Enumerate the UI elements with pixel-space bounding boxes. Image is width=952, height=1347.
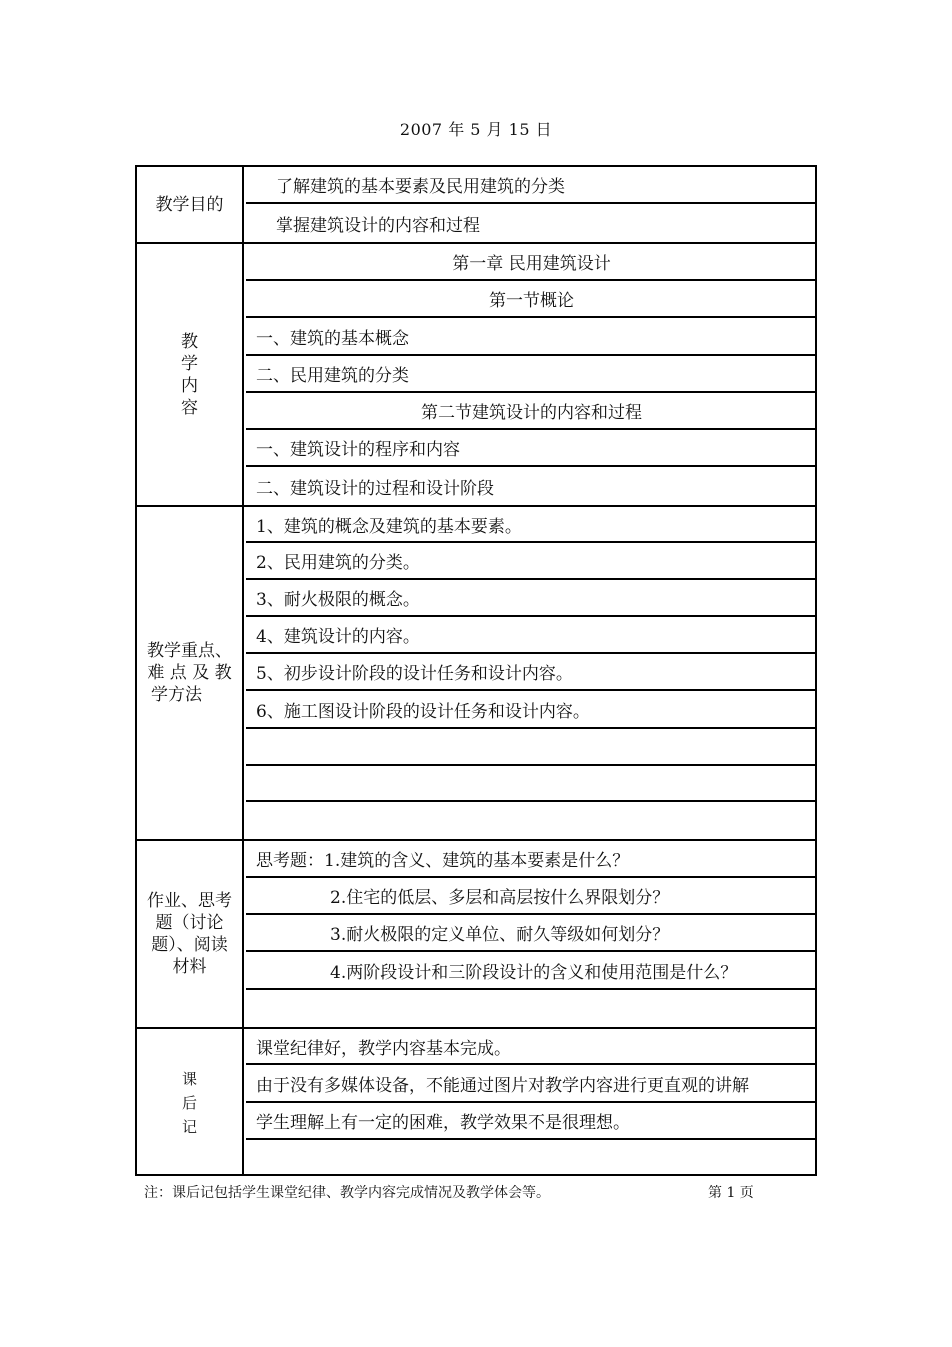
- label-content-char: 容: [181, 397, 198, 418]
- footnote: 注：课后记包括学生课堂纪律、教学内容完成情况及教学体会等。: [144, 1185, 550, 1201]
- label-content-char: 内: [181, 375, 198, 396]
- keypoint-row: 6、施工图设计阶段的设计任务和设计内容。: [246, 691, 817, 729]
- label-homework: [137, 841, 244, 1027]
- afterclass-row: 由于没有多媒体设备，不能通过图片对教学内容进行更直观的讲解: [246, 1065, 817, 1103]
- page-number: 第 1 页: [708, 1185, 754, 1201]
- content-row: 二、民用建筑的分类: [246, 356, 817, 393]
- keypoint-row: 1、建筑的概念及建筑的基本要素。: [246, 507, 817, 543]
- objective-row: 掌握建筑设计的内容和过程: [276, 215, 480, 236]
- lesson-plan-table: [135, 165, 817, 1176]
- label-afterclass-char: 后: [181, 1093, 197, 1112]
- content-row: 二、建筑设计的过程和设计阶段: [256, 478, 494, 499]
- label-objectives: 教学目的: [137, 167, 244, 242]
- section-title: 第二节建筑设计的内容和过程: [246, 393, 817, 430]
- chapter-title: 第一章 民用建筑设计: [246, 244, 817, 281]
- label-content-char: 教: [181, 331, 198, 352]
- homework-row: 4.两阶段设计和三阶段设计的含义和使用范围是什么？: [246, 952, 817, 990]
- content-row: 一、建筑的基本概念: [246, 318, 817, 356]
- keypoint-row: 2、民用建筑的分类。: [246, 543, 817, 580]
- keypoint-row: [246, 802, 817, 839]
- afterclass-row: [246, 1140, 817, 1176]
- keypoint-row: [246, 729, 817, 766]
- label-homework-line: 题（讨论: [155, 913, 224, 933]
- label-content-char: 学: [181, 353, 198, 374]
- homework-row: 思考题：1.建筑的含义、建筑的基本要素是什么？: [246, 841, 817, 878]
- afterclass-row: 课堂纪律好，教学内容基本完成。: [246, 1029, 817, 1065]
- label-afterclass-char: 记: [181, 1117, 197, 1136]
- label-homework-line: 材料: [172, 957, 207, 977]
- label-keypoints-line: 教学重点、: [147, 641, 232, 661]
- homework-row: [246, 990, 817, 1027]
- label-afterclass: [137, 1029, 244, 1176]
- label-keypoints-line: 难 点 及 教: [147, 663, 232, 683]
- label-homework-line: 题）、阅读: [151, 935, 228, 955]
- content-row: 一、建筑设计的程序和内容: [246, 430, 817, 467]
- objective-row: 了解建筑的基本要素及民用建筑的分类: [246, 167, 817, 204]
- afterclass-row: 学生理解上有一定的困难，教学效果不是很理想。: [246, 1103, 817, 1140]
- label-content: [137, 244, 244, 505]
- keypoint-row: 4、建筑设计的内容。: [246, 617, 817, 654]
- section-title: 第一节概论: [246, 281, 817, 318]
- keypoint-row: 5、初步设计阶段的设计任务和设计内容。: [246, 654, 817, 691]
- label-homework-line: 作业、思考: [147, 891, 232, 911]
- label-keypoints: [137, 507, 244, 839]
- keypoint-row: [246, 766, 817, 802]
- homework-row: 3.耐火极限的定义单位、耐久等级如何划分？: [246, 915, 817, 952]
- label-keypoints-line: 学方法: [151, 685, 202, 705]
- keypoint-row: 3、耐火极限的概念。: [246, 580, 817, 617]
- label-afterclass-char: 课: [181, 1069, 197, 1088]
- lesson-date: 2007 年 5 月 15 日: [399, 120, 553, 139]
- homework-row: 2.住宅的低层、多层和高层按什么界限划分？: [246, 878, 817, 915]
